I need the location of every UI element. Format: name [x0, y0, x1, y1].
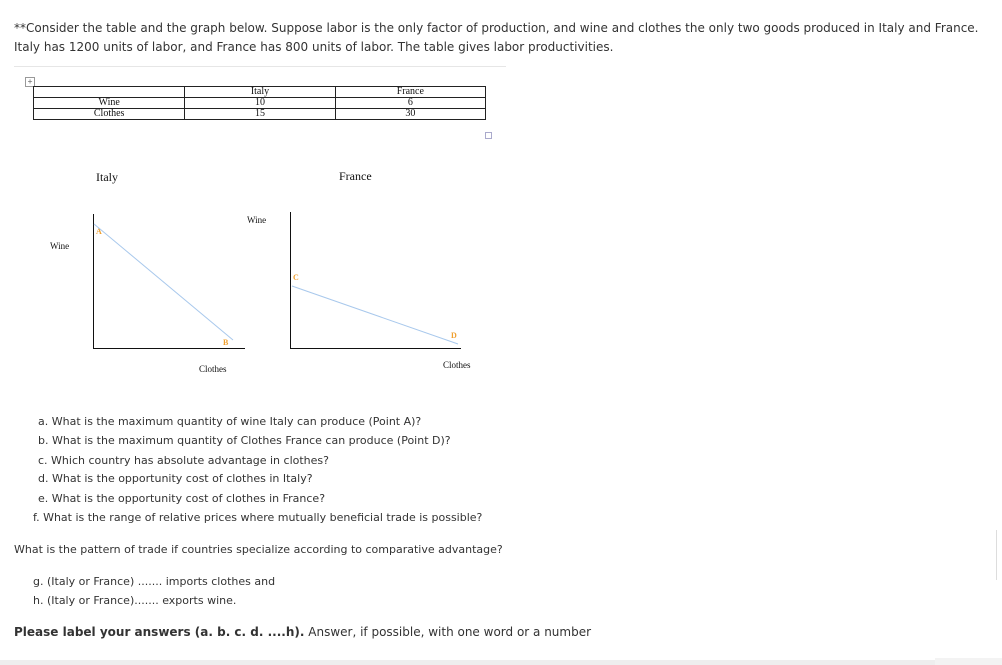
- question-d: d. What is the opportunity cost of clothes in Italy?: [38, 472, 313, 485]
- fill-in-g: g. (Italy or France) ....... imports clothes and: [33, 575, 276, 588]
- question-e: e. What is the opportunity cost of clothes in France?: [38, 492, 326, 505]
- italy-point-a: A: [96, 227, 102, 236]
- italy-ppf-line: [94, 224, 233, 340]
- table-move-handle-icon[interactable]: +: [25, 77, 35, 87]
- question-f: f. What is the range of relative prices where mutually beneficial trade is possible?: [33, 511, 483, 524]
- france-point-c: C: [293, 273, 299, 282]
- bottom-bar: [0, 660, 1002, 665]
- table-header-cell: France: [335, 87, 485, 98]
- table-cell-label: Clothes: [34, 109, 185, 120]
- france-ppf-line: [292, 286, 458, 344]
- france-y-axis-label: Wine: [247, 215, 267, 225]
- table-cell-label: Wine: [34, 98, 185, 109]
- table-cell: 10: [185, 98, 335, 109]
- bottom-bar-corner: [935, 658, 1002, 665]
- italy-y-axis-label: Wine: [50, 241, 70, 251]
- question-a: a. What is the maximum quantity of wine Italy can produce (Point A)?: [38, 415, 422, 428]
- right-edge-control: [996, 530, 1002, 580]
- question-c: c. Which country has absolute advantage in clothes?: [38, 454, 329, 467]
- instruction-bold: Please label your answers (a. b. c. d. ....h).: [14, 625, 305, 639]
- instruction-rest: Answer, if possible, with one word or a number: [304, 625, 592, 639]
- france-x-axis-label: Clothes: [443, 360, 471, 370]
- fill-in-h: h. (Italy or France)....... exports wine.: [33, 594, 237, 607]
- question-b: b. What is the maximum quantity of Clothes France can produce (Point D)?: [38, 434, 451, 447]
- italy-point-b: B: [223, 338, 229, 347]
- instruction-line: [14, 625, 591, 639]
- table-cell: 6: [335, 98, 485, 109]
- table-header-cell: Italy: [185, 87, 335, 98]
- italy-graph-title: Italy: [96, 170, 118, 184]
- trade-pattern-question: What is the pattern of trade if countries specialize according to comparative advantage?: [14, 543, 503, 556]
- france-graph-title: France: [339, 169, 372, 183]
- table-cell: 15: [185, 109, 335, 120]
- table-cell: 30: [335, 109, 485, 120]
- italy-x-axis-label: Clothes: [199, 364, 227, 374]
- intro-paragraph: **Consider the table and the graph below. Suppose labor is the only factor of production, and wine and clothes the only two goods produced in Italy and France. Italy has 1200 units of labor, and France has 800 units of labor. The table gives labor productivities.: [14, 21, 979, 54]
- france-point-d: D: [451, 331, 457, 340]
